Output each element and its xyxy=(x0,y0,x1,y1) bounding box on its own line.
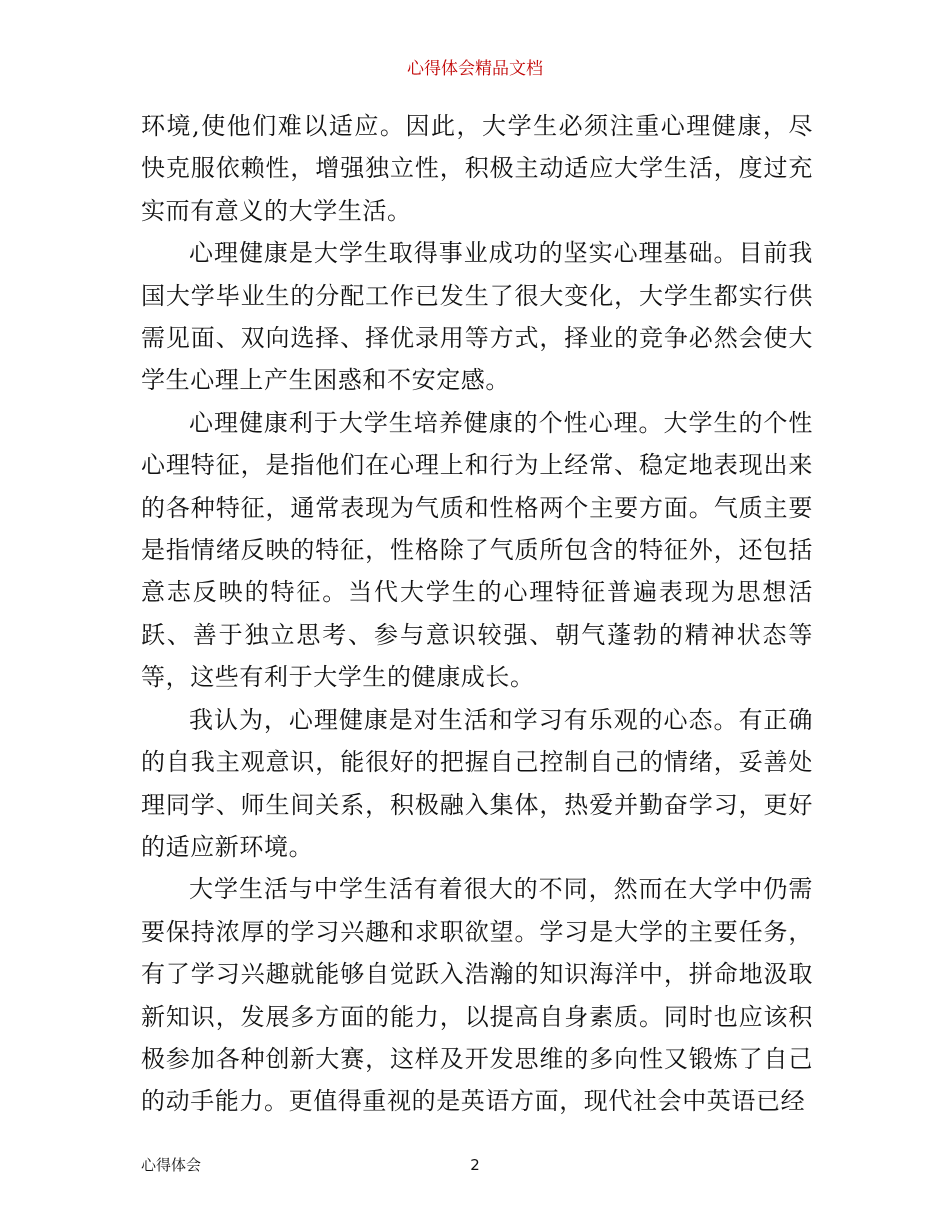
footer-label: 心得体会 xyxy=(141,1156,202,1174)
paragraph-5: 大学生活与中学生活有着很大的不同，然而在大学中仍需要保持浓厚的学习兴趣和求职欲望。学习是大学的主要任务，有了学习兴趣就能够自觉跃入浩瀚的知识海洋中，拼命地汲取新知识，发展多方面的能力，以提高自身素质。同时也应该积极参加各种创新大赛，这样及开发思维的多向性又锻炼了自己的动手能力。更值得重视的是英语方面，现代社会中英语已经 xyxy=(141,875,813,1116)
paragraph-2: 心理健康是大学生取得事业成功的坚实心理基础。目前我国大学毕业生的分配工作已发生了很大变化，大学生都实行供需见面、双向选择、择优录用等方式，择业的竞争必然会使大学生心理上产生困惑和不安定感。 xyxy=(141,239,813,395)
paragraph-1: 环境,使他们难以适应。因此，大学生必须注重心理健康，尽快克服依赖性，增强独立性，积极主动适应大学生活，度过充实而有意义的大学生活。 xyxy=(141,112,813,225)
paragraph-4: 我认为，心理健康是对生活和学习有乐观的心态。有正确的自我主观意识，能很好的把握自己控制自己的情绪，妥善处理同学、师生间关系，积极融入集体，热爱并勤奋学习，更好的适应新环境。 xyxy=(141,705,813,861)
paragraph-3: 心理健康利于大学生培养健康的个性心理。大学生的个性心理特征，是指他们在心理上和行为上经常、稳定地表现出来的各种特征，通常表现为气质和性格两个主要方面。气质主要是指情绪反映的特征，性格除了气质所包含的特征外，还包括意志反映的特征。当代大学生的心理特征普遍表现为思想活跃、善于独立思考、参与意识较强、朝气蓬勃的精神状态等等，这些有利于大学生的健康成长。 xyxy=(141,408,813,692)
page-number: 2 xyxy=(470,1156,480,1174)
document-body xyxy=(141,105,813,1123)
page-header-title: 心得体会精品文档 xyxy=(407,59,543,79)
